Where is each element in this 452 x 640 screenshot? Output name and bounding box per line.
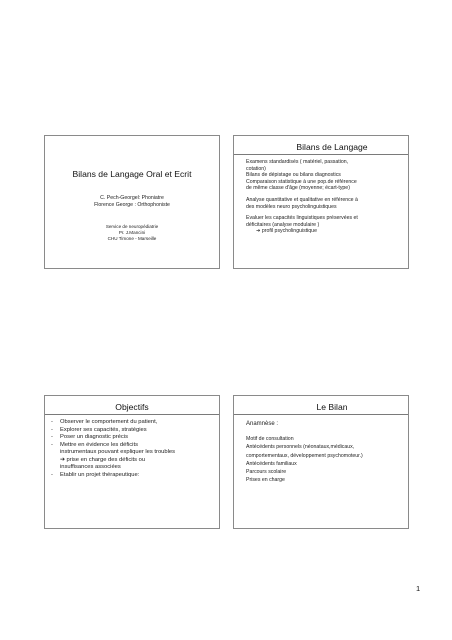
- para-analyse: [246, 197, 400, 210]
- para-examens: [246, 159, 400, 192]
- slide-title-bilans-oral-ecrit: [44, 135, 220, 269]
- author-line: C. Pech-Georgel: Phoniatre: [100, 195, 164, 201]
- text-line: ➔ profil psycholinguistique: [246, 228, 317, 235]
- text-line: cotation): [246, 165, 266, 172]
- item-text: Etablir un projet thérapeutique:: [60, 471, 140, 478]
- slide-2-content: [246, 159, 400, 235]
- list-item: - Observer le comportement du patient,: [51, 419, 213, 427]
- list-item: - Explorer ses capacités, stratégies: [51, 427, 213, 435]
- item-text: Mettre en évidence les déficits: [60, 441, 138, 448]
- slide-1-service: [45, 224, 219, 243]
- objectifs-list: [51, 419, 213, 479]
- slide-objectifs: [44, 395, 220, 529]
- text-line: des modèles neuro psycholinguistiques: [246, 203, 337, 210]
- title-divider: [45, 414, 219, 415]
- list-item: [246, 477, 402, 484]
- item-text: insuffisances associées: [60, 464, 121, 470]
- author-line: Florence George : Orthophoniste: [94, 201, 170, 208]
- item-text: ➔ prise en charge des déficits ou: [60, 456, 146, 463]
- list-item: [246, 436, 402, 443]
- list-item: [246, 461, 402, 468]
- list-item: - Poser un diagnostic précis: [51, 434, 213, 442]
- text-line: Bilans de dépistage ou bilans diagnostics: [246, 172, 341, 179]
- slide-bilans-de-langage: [233, 135, 409, 269]
- service-line: Pr. J.Mancini: [118, 230, 146, 236]
- item-text: comportementaux, développement psychomoteur.): [246, 452, 363, 459]
- slide-4-title: Le Bilan: [316, 402, 348, 412]
- item-text: Poser un diagnostic précis: [60, 434, 128, 440]
- slide-1-title: Bilans de Langage Oral et Ecrit: [72, 169, 192, 179]
- anamnese-label: Anamnèse :: [246, 421, 279, 427]
- item-text: Observer le comportement du patient,: [60, 419, 158, 425]
- text-line: Evaluer les capacités linguistiques préservées et: [246, 215, 358, 222]
- item-text: Antécédents personnels (néonataux,médicaux,: [246, 444, 355, 451]
- title-divider: [234, 414, 408, 415]
- item-text: instrumentaux pouvant expliquer les troubles: [60, 449, 176, 455]
- slide-le-bilan: [233, 395, 409, 529]
- slide-3-title: Objectifs: [115, 402, 149, 412]
- list-item: [246, 469, 402, 476]
- text-line: déficitaires (analyse modulaire ): [246, 221, 320, 228]
- service-line: Service de neuropédiatrie: [105, 224, 159, 229]
- list-item: [246, 444, 402, 459]
- text-line: Analyse quantitative et qualitative en référence à: [246, 196, 358, 203]
- item-text: Explorer ses capacités, stratégies: [60, 426, 147, 433]
- item-text: Parcours scolaire: [246, 469, 287, 476]
- item-text: Prises en charge: [246, 477, 285, 484]
- text-line: Examens standardisés ( matériel, passation,: [246, 159, 349, 165]
- list-item: - Etablir un projet thérapeutique:: [51, 472, 213, 480]
- title-divider: [234, 154, 408, 155]
- bilan-list: [246, 436, 402, 486]
- item-text: Antécédents familiaux: [246, 460, 297, 467]
- service-line: CHU Timone - Marseille: [107, 236, 157, 242]
- text-line: Comparaison statistique à une pop.de référence: [246, 178, 357, 185]
- slide-1-authors: [45, 195, 219, 208]
- slide-2-title: Bilans de Langage: [296, 142, 368, 152]
- list-item: - Mettre en évidence les déficits instrumentaux pouvant expliquer les troubles ➔ prise en charge des déficits ou insuffisances associées: [51, 442, 213, 472]
- item-text: Motif de consultation: [246, 436, 294, 442]
- page-number: 1: [416, 584, 421, 593]
- para-evaluer: [246, 215, 400, 235]
- text-line: de même classe d'âge (moyenne; écart-type): [246, 185, 350, 192]
